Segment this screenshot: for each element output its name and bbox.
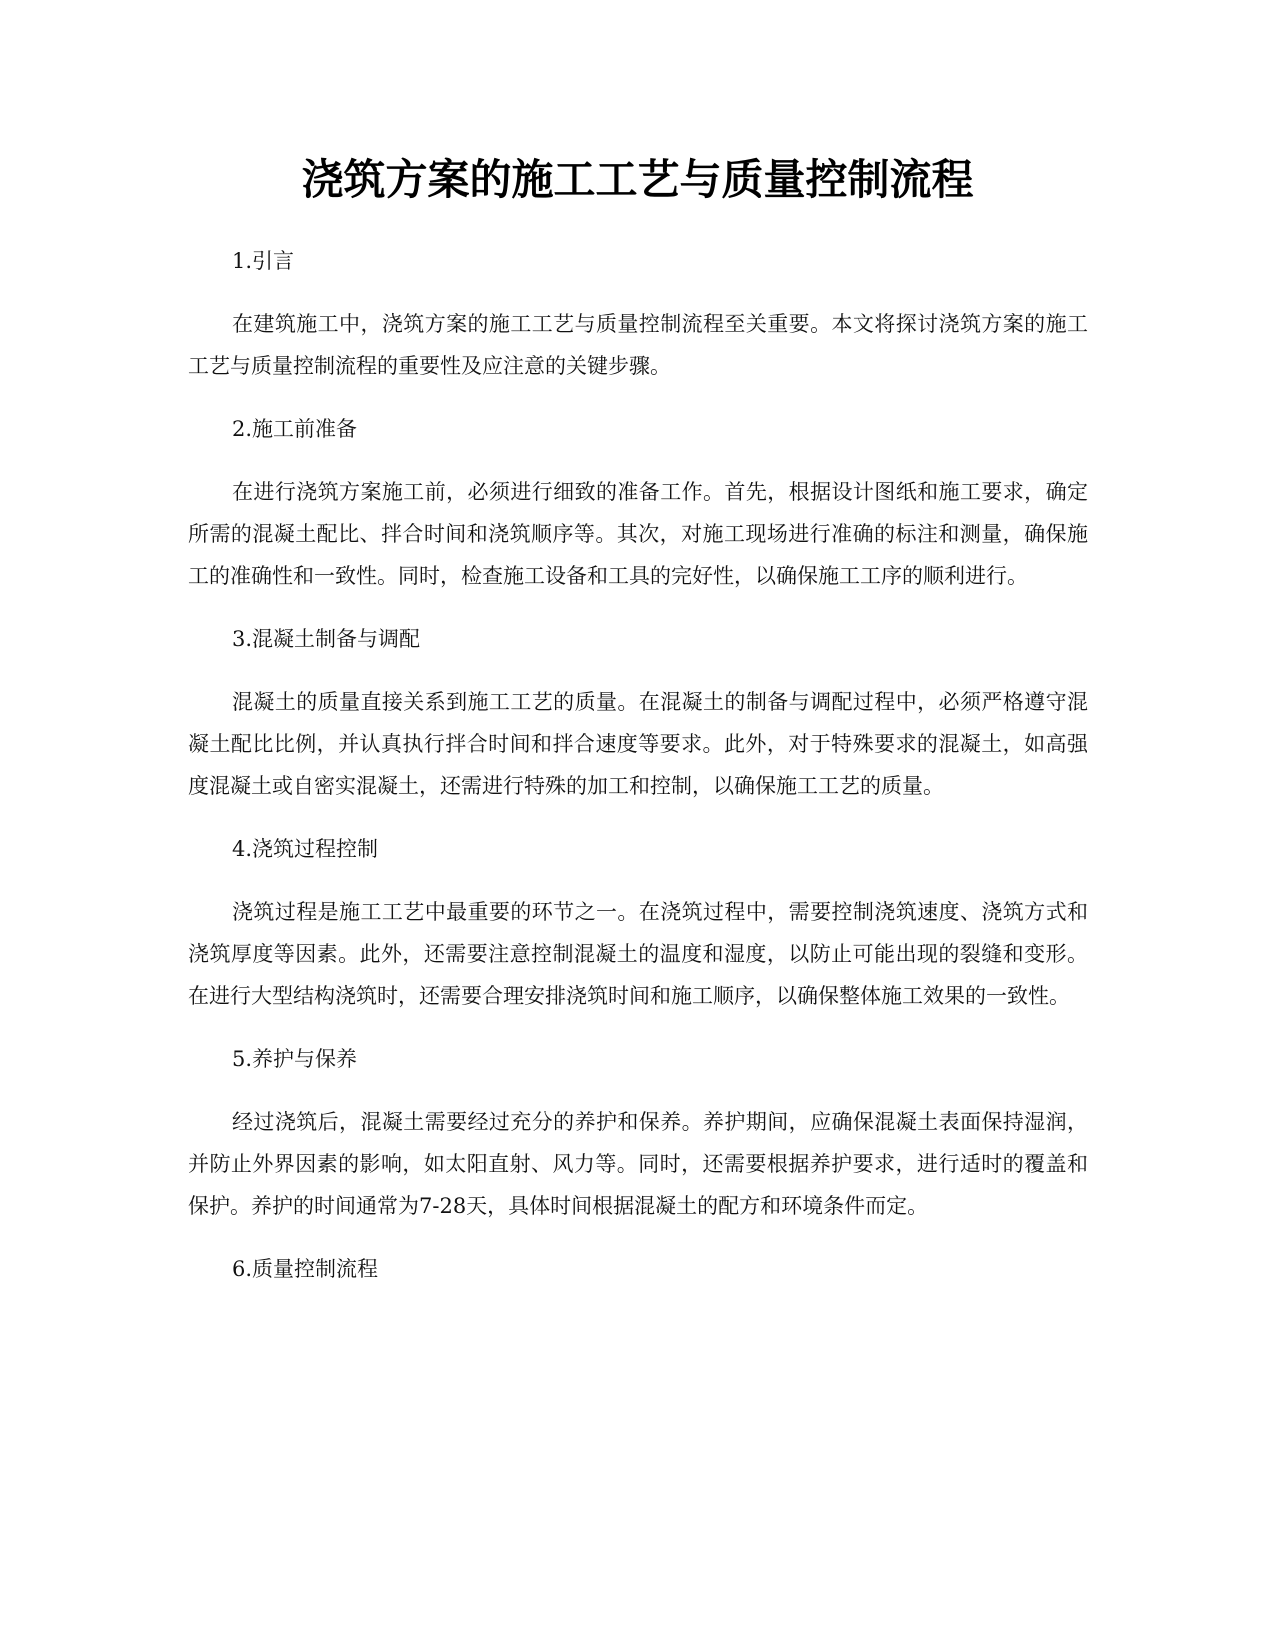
document-body	[188, 240, 1088, 1290]
section-paragraph-intro: 在建筑施工中，浇筑方案的施工工艺与质量控制流程至关重要。本文将探讨浇筑方案的施工工艺与质量控制流程的重要性及应注意的关键步骤。	[188, 312, 1088, 378]
section-paragraph-curing: 经过浇筑后，混凝土需要经过充分的养护和保养。养护期间，应确保混凝土表面保持湿润，并防止外界因素的影响，如太阳直射、风力等。同时，还需要根据养护要求，进行适时的覆盖和保护。养护的时间通常为7-28天，具体时间根据混凝土的配方和环境条件而定。	[188, 1110, 1088, 1218]
section-heading-pouring-control: 4.浇筑过程控制	[232, 837, 379, 861]
document-title: 浇筑方案的施工工艺与质量控制流程	[301, 155, 974, 204]
section-paragraph-preparation: 在进行浇筑方案施工前，必须进行细致的准备工作。首先，根据设计图纸和施工要求，确定所需的混凝土配比、拌合时间和浇筑顺序等。其次，对施工现场进行准确的标注和测量，确保施工的准确性和一致性。同时，检查施工设备和工具的完好性，以确保施工工序的顺利进行。	[188, 480, 1088, 588]
section-paragraph-concrete-mixing: 混凝土的质量直接关系到施工工艺的质量。在混凝土的制备与调配过程中，必须严格遵守混凝土配比比例，并认真执行拌合时间和拌合速度等要求。此外，对于特殊要求的混凝土，如高强度混凝土或自密实混凝土，还需进行特殊的加工和控制，以确保施工工艺的质量。	[188, 690, 1088, 798]
section-heading-concrete-mixing: 3.混凝土制备与调配	[232, 627, 421, 651]
section-paragraph-pouring-control: 浇筑过程是施工工艺中最重要的环节之一。在浇筑过程中，需要控制浇筑速度、浇筑方式和浇筑厚度等因素。此外，还需要注意控制混凝土的温度和湿度，以防止可能出现的裂缝和变形。在进行大型结构浇筑时，还需要合理安排浇筑时间和施工顺序，以确保整体施工效果的一致性。	[188, 900, 1088, 1008]
section-heading-preparation: 2.施工前准备	[232, 417, 358, 441]
section-heading-intro: 1.引言	[232, 249, 295, 273]
section-heading-curing: 5.养护与保养	[232, 1047, 358, 1071]
section-heading-quality-control: 6.质量控制流程	[232, 1257, 379, 1281]
